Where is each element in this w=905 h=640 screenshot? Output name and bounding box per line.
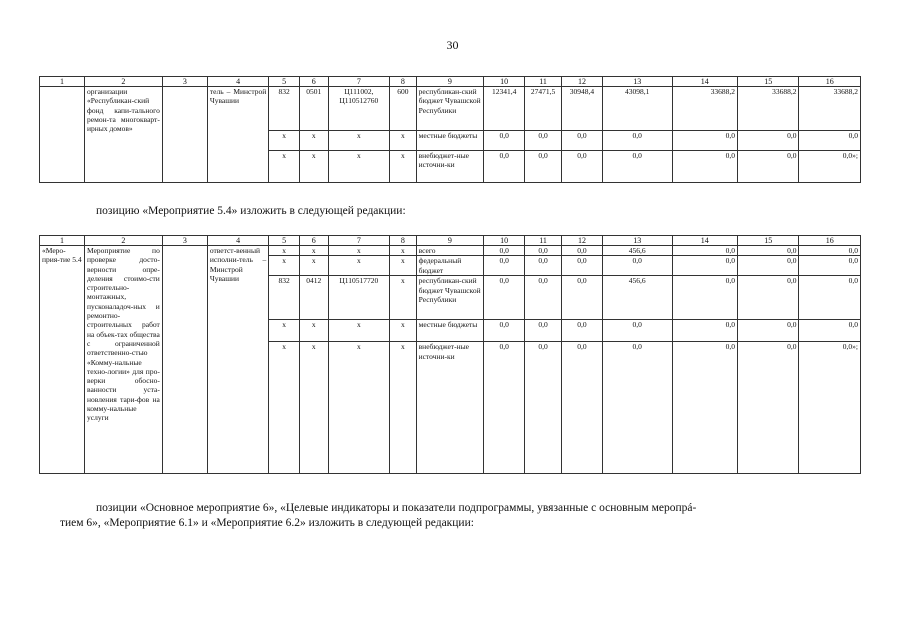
table-fragment-1 xyxy=(39,76,861,183)
table-row: x x x x местные бюджеты 0,0 0,0 0,0 0,0 0,0 0,0 0,0 xyxy=(40,131,861,151)
instruction-paragraph-2-line-1: позиции «Основное мероприятие 6», «Целевые индикаторы и показатели подпрограммы, увязанные с основным меропрá- xyxy=(96,502,697,514)
org-name: организации «Республикан-ский фонд капи-тального ремон-та многокварт-ирных домов» xyxy=(85,87,163,183)
table-row: x x x x местные бюджеты 0,0 0,0 0,0 0,0 0,0 0,0 0,0 xyxy=(40,320,861,342)
instruction-paragraph-2-line-2: тием 6», «Мероприятие 6.1» и «Мероприятие 6.2» изложить в следующей редакции: xyxy=(60,517,474,529)
table-fragment-2 xyxy=(39,235,861,474)
page-number: 30 xyxy=(446,38,459,52)
instruction-paragraph-1: позицию «Мероприятие 5.4» изложить в следующей редакции: xyxy=(96,205,406,217)
executor: тель – Минстрой Чувашии xyxy=(207,87,268,183)
table-row: 832 0412 Ц110517720 x республикан-ский бюджет Чувашской Республики 0,0 0,0 0,0 456,6 0,0 0,0 0,0 xyxy=(40,276,861,320)
table-row: «Меро-прия-тие 5.4 Мероприятие по проверке досто-верности опре-деления стоимо-сти строительно-монтажных, пусконаладоч-ных и ремонтно-строительных работ на объек-тах общества с ограниченной ответственно-стью «Комму-нальные техно-логии» для про-верки обосно-ванности уста-новления тари-фов на комму-нальные услуги ответст-венный исполни-тель – Минстрой Чувашии x x x x всего 0,0 0,0 0,0 456,6 0,0 0,0 0,0 xyxy=(40,246,861,256)
table-row: x x x x внебюджет-ные источни-ки 0,0 0,0 0,0 0,0 0,0 0,0 0,0»; xyxy=(40,342,861,474)
measure-description: Мероприятие по проверке досто-верности опре-деления стоимо-сти строительно-монтажных, пусконаладоч-ных и ремонтно-строительных работ на объек-тах общества с ограниченной ответственно-стью «Комму-нальные техно-логии» для про-верки обосно-ванности уста-новления тари-фов на комму-нальные услуги xyxy=(85,246,163,474)
executor: ответст-венный исполни-тель – Минстрой Чувашии xyxy=(207,246,268,474)
measure-number: «Меро-прия-тие 5.4 xyxy=(40,246,85,474)
header-row: 1 2 3 4 5 6 7 8 9 10 11 12 13 14 15 16 xyxy=(40,236,861,246)
header-row: 1 2 3 4 5 6 7 8 9 10 11 12 13 14 15 16 xyxy=(40,77,861,87)
table-row: x x x x федеральный бюджет 0,0 0,0 0,0 0,0 0,0 0,0 0,0 xyxy=(40,256,861,276)
table-row: организации «Республикан-ский фонд капи-тального ремон-та многокварт-ирных домов» тель – Минстрой Чувашии 832 0501 Ц111002, Ц110512760 600 республикан-ский бюджет Чувашской Республики 12341,4 27471,5 30948,4 43098,1 33688,2 33688,2 33688,2 xyxy=(40,87,861,131)
table-row: x x x x внебюджет-ные источни-ки 0,0 0,0 0,0 0,0 0,0 0,0 0,0»; xyxy=(40,151,861,183)
